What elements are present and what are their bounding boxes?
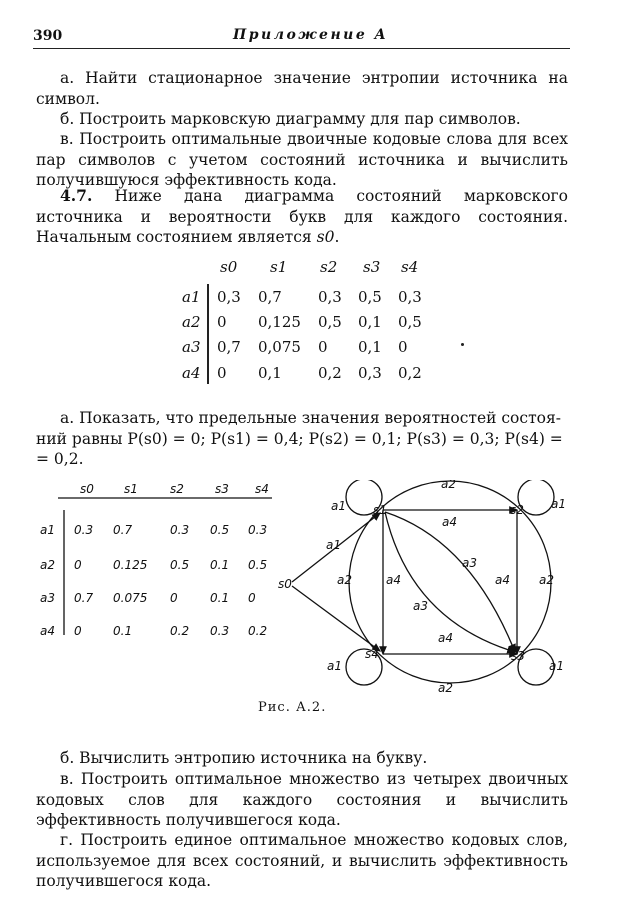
label-s4-self: a1 [327, 659, 342, 673]
hw-cell: 0.7 [74, 591, 94, 605]
hw-cell: 0.5 [170, 558, 190, 572]
node-s2: s2 [510, 503, 524, 517]
row-header: a2 [182, 313, 201, 331]
table-divider [207, 284, 209, 384]
table-cell: 0,1 [358, 313, 382, 331]
label-s3-self: a1 [549, 659, 564, 673]
table-cell: 0,5 [318, 313, 342, 331]
hw-table-text [40, 482, 269, 638]
hw-row-header: a4 [40, 624, 55, 638]
label-s2-s3-chord: a4 [495, 573, 510, 587]
hw-col-header: s2 [170, 482, 184, 496]
table-cell: 0,2 [318, 364, 342, 382]
item-b-entropy-per-letter: б. Вычислить энтропию источника на букву. [60, 749, 428, 767]
hw-cell: 0 [74, 558, 82, 572]
label-s4-s3-chord: a4 [438, 631, 453, 645]
table-cell: 0,7 [258, 288, 282, 306]
node-s4: s4 [365, 647, 379, 661]
table-cell: 0,2 [398, 364, 422, 382]
hw-col-header: s3 [215, 482, 229, 496]
item-a-entropy: а. Найти стационарное значение энтропии источника на символ. [36, 69, 568, 108]
running-head: Приложение A [233, 27, 388, 43]
table-cell: 0,7 [217, 338, 241, 356]
item-a-line: = 0,2. [36, 450, 84, 468]
hw-cell: 0.2 [170, 624, 190, 638]
col-header: s0 [220, 258, 238, 276]
col-header: s1 [270, 258, 288, 276]
hw-cell: 0 [170, 591, 178, 605]
page-header [33, 26, 570, 49]
state-diagram-labels [278, 480, 566, 695]
item-b-markov-diagram: б. Построить марковскую диаграмму для пар символов. [60, 110, 521, 128]
hw-cell: 0.075 [113, 591, 148, 605]
label-s1-self: a1 [331, 499, 346, 513]
figure-a2 [30, 480, 590, 725]
figure-caption: Рис. А.2. [258, 700, 327, 715]
label-s4-s3-arc: a2 [438, 681, 453, 695]
label-s1-s4-chord: a4 [386, 573, 401, 587]
table-cell: 0 [318, 338, 328, 356]
node-s1: s1 [373, 503, 387, 517]
hw-cell: 0.1 [113, 624, 133, 638]
hw-cell: 0.3 [74, 523, 94, 537]
probability-table [180, 258, 440, 388]
row-header: a3 [182, 338, 201, 356]
hw-cell: 0.3 [170, 523, 190, 537]
hw-cell: 0 [74, 624, 82, 638]
node-s3: s3 [511, 649, 525, 663]
item-a-line: а. Показать, что предельные значения вероятностей состоя- [60, 409, 561, 427]
table-cell: 0,1 [258, 364, 282, 382]
hw-col-header: s1 [124, 482, 138, 496]
hw-cell: 0.5 [248, 558, 268, 572]
hw-row-header: a2 [40, 558, 55, 572]
problem-text-end: . [334, 228, 340, 246]
col-header: s4 [401, 258, 419, 276]
stray-dot [461, 343, 464, 346]
label-s2-s3-arc: a2 [539, 573, 554, 587]
problem-text: Ниже дана диаграмма состояний марковского источника и вероятности букв для каждого состояния. Начальным состоянием является [36, 187, 568, 246]
hw-cell: 0.2 [248, 624, 268, 638]
table-cell: 0 [217, 313, 227, 331]
table-cell: 0,5 [358, 288, 382, 306]
handwritten-table [58, 498, 272, 635]
table-cell: 0 [398, 338, 408, 356]
hw-cell: 0.1 [210, 591, 230, 605]
problem-number: 4.7. [60, 186, 93, 205]
item-v-optimal-set: в. Построить оптимальное множество из четырех двоичных кодовых слов для каждого состояния и вычислить эффективность получившегося кода. [36, 770, 568, 829]
hw-cell: 0 [248, 591, 256, 605]
label-s1-s3-lower: a3 [413, 599, 428, 613]
table-cell: 0,3 [318, 288, 342, 306]
item-v-codewords: в. Построить оптимальные двоичные кодовые слова для всех пар символов с учетом состояний источника и вычислить получившуюся эффективность кода. [36, 130, 568, 189]
table-cell: 0,075 [258, 338, 301, 356]
label-s1-s2-arc: a2 [441, 480, 456, 491]
label-s2-self: a1 [551, 497, 566, 511]
label-s1-s3-upper: a3 [462, 556, 477, 570]
row-header: a4 [182, 364, 201, 382]
hw-cell: 0.3 [248, 523, 268, 537]
hw-cell: 0.5 [210, 523, 230, 537]
col-header: s3 [363, 258, 381, 276]
hw-cell: 0.1 [210, 558, 230, 572]
figure-svg [30, 480, 590, 725]
table-cell: 0,1 [358, 338, 382, 356]
label-s0-s1: a1 [326, 538, 341, 552]
edge-s0-s4 [292, 586, 380, 651]
hw-row-header: a1 [40, 523, 55, 537]
hw-row-header: a3 [40, 591, 55, 605]
label-s1-s2-chord: a4 [442, 515, 457, 529]
col-header: s2 [320, 258, 338, 276]
problem-4-7 [36, 186, 568, 248]
row-header: a1 [182, 288, 201, 306]
item-a-limit-probabilities [36, 408, 568, 470]
hw-cell: 0.125 [113, 558, 148, 572]
item-g-single-set: г. Построить единое оптимальное множество кодовых слов, используемое для всех состояний, и вычислить эффективность получившегося кода. [36, 831, 568, 890]
initial-state: s0 [316, 228, 335, 246]
label-s1-s4-arc: a2 [337, 573, 352, 587]
table-cell: 0,3 [358, 364, 382, 382]
table-cell: 0 [217, 364, 227, 382]
table-cell: 0,3 [217, 288, 241, 306]
node-s0: s0 [278, 577, 292, 591]
hw-cell: 0.7 [113, 523, 133, 537]
table-cell: 0,3 [398, 288, 422, 306]
hw-cell: 0.3 [210, 624, 230, 638]
page-number: 390 [33, 28, 63, 44]
hw-col-header: s4 [255, 482, 269, 496]
hw-col-header: s0 [80, 482, 94, 496]
table-cell: 0,125 [258, 313, 301, 331]
item-a-line: ний равны P(s0) = 0; P(s1) = 0,4; P(s2) = 0,1; P(s3) = 0,3; P(s4) = [36, 429, 563, 448]
table-cell: 0,5 [398, 313, 422, 331]
